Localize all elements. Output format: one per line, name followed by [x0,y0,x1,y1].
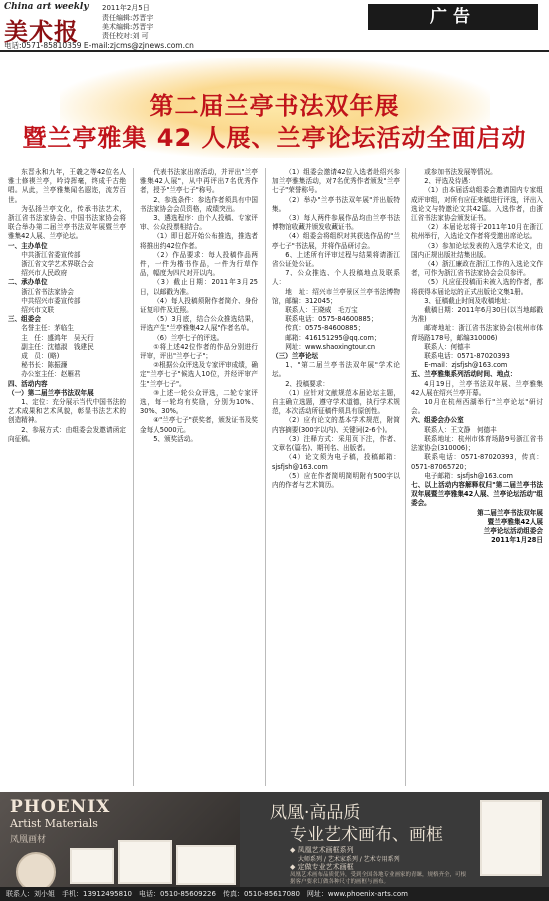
paragraph: 为弘扬兰亭文化，传承书法艺术，浙江省书法家协会、中国书法家协会将联合举办第二届兰亭书法双年展暨兰亭雅集42人展、兰亭论坛。 [8,204,126,241]
column-divider [405,168,406,786]
paragraph: 邮寄地址：浙江省书法家协会(杭州市体育场路178号，邮编310006) [411,324,543,342]
paragraph: 五、兰亭雅集系列活动时间、地点： [411,370,517,379]
paragraph: 主 任：盛鸿年 吴天行 [21,333,94,342]
paragraph: （2）本届论坛将于2011年10月在浙江杭州举行，入选论文作者将受邀出席论坛。 [411,223,543,241]
ad-bullet-1: ◆ 凤凰艺术画框系列 [290,846,354,854]
paragraph: 2、评选及待遇： [424,177,475,186]
canvas-frame-icon [118,840,172,884]
paragraph: 3、遴选程序：由个人投稿、专家评审、公众投票相结合。 [140,214,258,232]
paragraph: （2）作品要求：每人投稿作品两件，一件为楷书作品，一件为行草作品，幅度为四尺对开以内。 [140,250,258,278]
paragraph: 联系电话：0575-84600885； [285,315,378,324]
paragraph: ①将上述42位作者的作品分别进行评审，评出"兰亭七子"； [140,342,258,361]
paragraph: 7、公众推选、个人投稿地点及联系人： [272,269,400,287]
paragraph: 联系电话：0571-87020393 [424,352,510,361]
ad-footer [0,887,549,901]
ad-bullet-2: 大师系列 / 艺术家系列 / 艺术专用系列 [298,856,400,863]
paragraph: 四、活动内容 [8,379,48,388]
article-column-3 [272,168,400,788]
paragraph: （3）注释方式：采用页下注，作者、文章名(篇名)、期刊名、出版者。 [272,434,400,453]
paragraph: （3）参加论坛发表的入选学术论文，由国内正规出版社结集出版。 [411,241,543,259]
paragraph: 截稿日期：2011年6月30日(以当地邮戳为准) [411,306,543,324]
paragraph: 5、颁奖活动。 [153,434,197,443]
paragraph: （1）应针对文献规范本届论坛主题，自主确立选题，遵守学术道德，执行学术规范，本次活动所征稿件须具有原创性。 [272,388,400,416]
paragraph: 名誉主任：茅临生 [21,324,74,333]
article-column-4 [411,168,543,788]
paragraph: 浙江省书法家协会 [21,287,74,296]
paragraph: （6）兰亭七子的评选。 [153,333,224,342]
paragraph: （5）应在作者简明简明附有500字以内的作者与艺术简历。 [272,471,400,489]
paragraph: 网址：www.shaoxingtour.cn [285,342,376,351]
paragraph: （2）举办"兰亭书法双年展"并出版特集。 [272,195,400,213]
paragraph: 联系人：何德丰 [424,342,471,351]
paragraph: 中共绍兴市委宣传部 [21,296,81,305]
canvas-frame-icon [70,848,114,884]
headline-line-1: 第二届兰亭书法双年展 [149,92,400,120]
paragraph: （4）论文须为电子稿，投稿邮箱：sjsfjsh@163.com [272,453,400,471]
signature-line: 第二届兰亭书法双年展 [477,508,543,517]
section-label: 广告 [368,4,538,30]
signature-line: 暨兰亭雅集42人展 [487,517,543,526]
signature-line: 2011年1月28日 [491,536,543,545]
paragraph: （2）应有论文的基本学术规范，附简内容摘要(300字以内)、关键词(2-6个)。 [272,416,400,434]
paragraph: 绍兴市人民政府 [21,269,68,278]
paragraph: 3、征稿截止时间及收稿地址： [424,296,515,305]
headline-line-2: 暨兰亭雅集 42 人展、兰亭论坛活动全面启动 [22,124,527,152]
paragraph: 办公室主任：赵雁君 [21,370,81,379]
ad-logo-subtitle: Artist Materials [10,817,98,830]
article-column-1 [8,168,126,788]
paragraph: ②根据公众评选及专家评审成绩，确定"兰亭七子"候选人10位，并经评审产生"兰亭七子"。 [140,361,258,388]
paragraph: 中共浙江省委宣传部 [21,250,81,259]
column-divider [265,168,266,786]
paragraph: ③上述一轮公众评选，二轮专家评选，每一轮均有奖励，分别为10%、30%、30%。 [140,388,258,416]
paragraph: 联系人：王文静 何德丰 [424,425,497,434]
masthead-contact: 电话:0571-85810359 E-mail:zjcms@zjnews.com.cn [4,41,194,50]
paragraph: 电子邮箱：sjsfjsh@163.com [424,471,513,480]
paragraph: （三）兰亭论坛 [272,352,319,361]
paragraph: 副主任：沈德淑 钱建民 [21,342,94,351]
paragraph: 或参加书法发展等情况。 [424,168,497,176]
paragraph: ④"兰亭七子"获奖者，颁发证书及奖金每人5000元。 [140,416,258,434]
paragraph: 2、投稿要求： [285,379,329,388]
canvas-frame-icon [480,800,542,876]
paragraph: （5）3月底，结合公众推选结果，评选产生"兰亭雅集42人展"作者名单。 [140,315,258,333]
paragraph: （1）即日起开始公布推选，推选者将推出约42位作者。 [140,232,258,250]
paragraph: 1、定位：充分展示当代中国书法的艺术成果和艺术风貌，彰显书法艺术的创造精神。 [8,398,126,425]
paragraph: 地 址：绍兴市兰亭景区兰亭书法博物馆，邮编：312045； [272,287,400,305]
proof-credit: 责任校对:刘 可 [102,32,149,40]
brand-english: China art weekly [4,2,89,12]
paragraph: （一）第二届兰亭书法双年展 [8,388,94,397]
paragraph: 二、承办单位 [8,278,48,287]
paragraph: （4）组委会将组织对其获选作品的"兰亭七子"书法展，并将作品研讨会。 [272,232,400,250]
paragraph: 邮箱：416151295@qq.com； [285,333,381,342]
art-editor-credit: 美术编辑:苏晋宇 [102,23,154,31]
ad-bullet-3: ◆ 定做专业艺术画框 [290,863,354,871]
paragraph: 绍兴市文联 [21,306,55,315]
paragraph: 七、以上活动内容解释权归"第二届兰亭书法双年展暨兰亭雅集42人展、兰亭论坛活动"组委会。 [411,480,543,508]
ad-logo: PHOENIX [10,797,111,817]
paragraph: 代表书法家出席活动，并评出"兰亭雅集42人展"，从中再评出7名优秀作者，授予"兰亭七子"称号。 [140,168,258,195]
paragraph: 成 员：(略) [21,352,60,361]
canvas-frame-icon [176,845,236,885]
paragraph: 2、参选条件：参选作者须具有中国书法家协会会员资格，成绩突出。 [140,195,258,213]
paragraph: 三、组委会 [8,315,41,324]
issue-date: 2011年2月5日 [102,4,150,12]
paragraph: 联系电话：0571-87020393，传真：0571-87065720； [411,453,543,471]
paragraph: 10月在杭州西湖举行"兰亭论坛"研讨会。 [411,398,543,416]
paragraph: E-mail：zjsfjsh@163.com [424,361,508,370]
signature-line: 兰亭论坛活动组委会 [483,526,543,535]
ad-logo-chinese: 凤凰画材 [10,835,47,845]
paragraph: 6、上述所有评审过程与结果将请浙江省公证处公证。 [272,250,400,269]
column-divider [133,168,134,786]
ad-footer-text: 联系人：刘小姐 手机：13912495810 电话：0510-85609226 传真：0510-85617080 网址：www.phoenix-arts.com [6,890,408,898]
paragraph: （5）凡应征投稿而未被入选的作者，都将获得本届论坛的正式出版论文集1册。 [411,278,543,296]
paragraph: （3）每人两件参展作品均由兰亭书法博物馆收藏并颁发收藏证书。 [272,214,400,232]
paragraph: （1）由本届活动组委会邀请国内专家组成评审组，对所有应征来稿进行评选，评出入选论文与特邀论文共42篇。入选作者，由浙江省书法家协会颁发证书。 [411,186,543,223]
ad-description: 凤凰艺术画布品质优异，受到全国各地专业画家的青睐，规格齐全，可根据客户要求订做各种尺寸的画框与画布。 [290,872,467,885]
paragraph: 4月19日，兰亭书法双年展、兰亭雅集42人展在绍兴兰亭开幕。 [411,379,543,397]
paragraph: 浙江省文学艺术界联合会 [21,260,94,269]
paragraph: 2、参展方式：由组委会发邀请函定向征稿。 [8,425,126,443]
paragraph: 传真：0575-84600885； [285,324,365,333]
paragraph: （3）截止日期：2011年3月25日，以邮戳为准。 [140,278,258,296]
article-column-2 [140,168,258,788]
ad-slogan-2: 专业艺术画布、画框 [290,825,443,845]
brand-logo: 美术报 [4,17,79,46]
paragraph: 一、主办单位 [8,241,48,250]
seal-icon [16,852,56,892]
paragraph: （1）组委会邀请42位入选者赴绍兴参加兰亭雅集活动，对7名优秀作者颁发"兰亭七子"荣誉称号。 [272,168,400,195]
paragraph: 秘书长：陈振濂 [21,361,68,370]
paragraph: 1、"第二届兰亭书法双年展"学术论坛。 [272,361,400,379]
paragraph: 东晋永和九年，王羲之等42位名人雅士修禊兰亭，吟诗挥毫，终成千古绝唱。从此，兰亭雅集闻名遐迩，流芳百世。 [8,168,126,204]
paragraph: （4）浙江廉政在浙江工作的入选论文作者，可作为浙江省书法家协会会员参评。 [411,260,543,278]
paragraph: 六、组委会办公室 [411,416,464,425]
editor-credit: 责任编辑:苏晋宇 [102,14,154,22]
ad-slogan-1: 凤凰·高品质 [270,803,361,823]
paragraph: 联系人：王晓威 毛万宝 [285,306,358,315]
paragraph: 联系地址：杭州市体育场路9号浙江省书法家协会(310006)； [411,434,543,453]
paragraph: （4）每人投稿须附作者简介、身份证复印件及近照。 [140,296,258,315]
